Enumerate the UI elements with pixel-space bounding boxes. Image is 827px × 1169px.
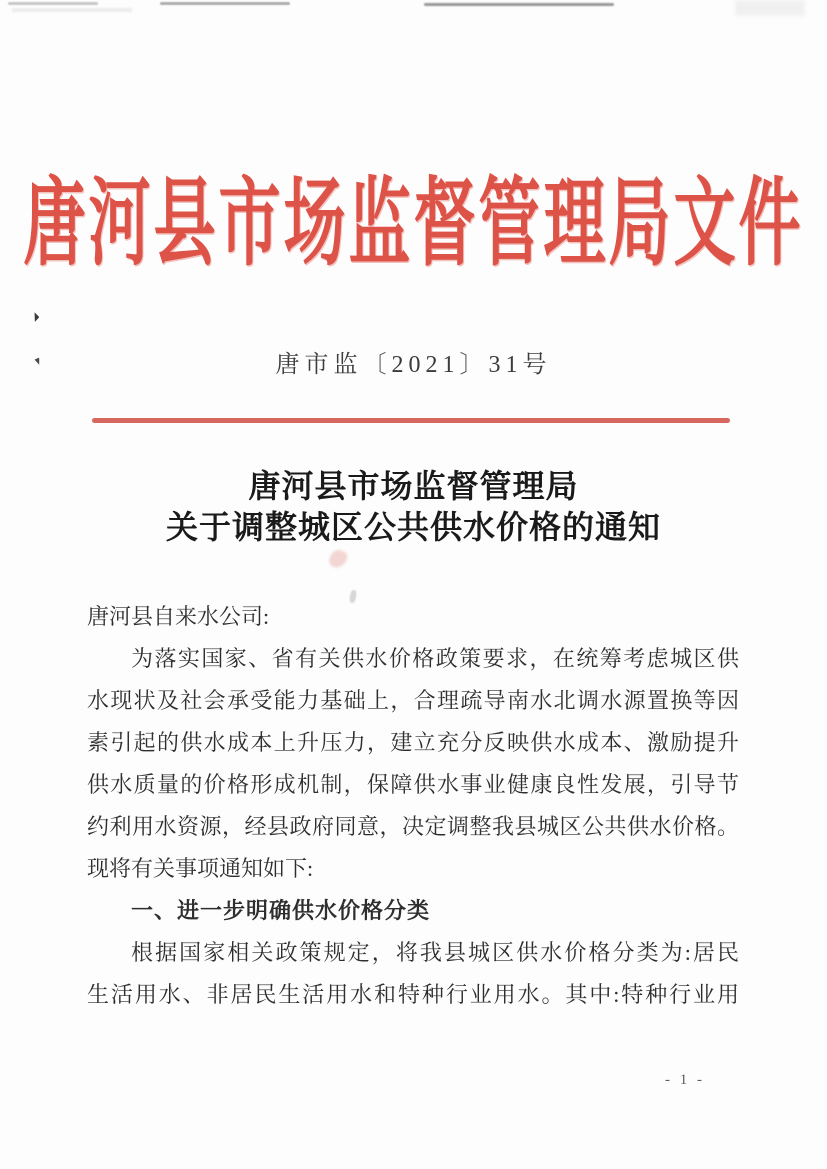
body-line-salutation: 唐河县自来水公司: bbox=[87, 604, 270, 629]
body-line: 生活用水、非居民生活用水和特种行业用水。其中:特种行业用 bbox=[87, 982, 739, 1007]
red-divider-rule bbox=[92, 418, 730, 423]
document-number: 唐市监〔2021〕31号 bbox=[275, 352, 552, 378]
scan-smudge-top bbox=[8, 2, 98, 5]
body-line: 约利用水资源，经县政府同意，决定调整我县城区公共供水价格。 bbox=[87, 814, 739, 839]
scan-smudge-top bbox=[160, 2, 290, 5]
body-line: 根据国家相关政策规定，将我县城区供水价格分类为:居民 bbox=[131, 940, 739, 965]
body-section-heading: 一、进一步明确供水价格分类 bbox=[131, 898, 431, 923]
document-title-line2: 关于调整城区公共供水价格的通知 bbox=[165, 509, 661, 545]
letterhead-banner-text: 唐河县市场监督管理局文件 bbox=[23, 172, 804, 278]
scan-smudge-top bbox=[12, 8, 132, 12]
document-title bbox=[0, 466, 827, 548]
body-line: 为落实国家、省有关供水价格政策要求，在统筹考虑城区供 bbox=[131, 646, 739, 671]
scan-smudge-top bbox=[424, 3, 614, 6]
scan-smudge-under-title bbox=[327, 548, 349, 571]
document-title-line1: 唐河县市场监督管理局 bbox=[248, 468, 579, 504]
body-line: 供水质量的价格形成机制，保障供水事业健康良性发展，引导节 bbox=[87, 772, 739, 797]
body-line: 现将有关事项通知如下: bbox=[87, 856, 314, 881]
document-body bbox=[87, 596, 739, 1016]
scan-smudge-top bbox=[735, 0, 805, 16]
body-line: 水现状及社会承受能力基础上，合理疏导南水北调水源置换等因 bbox=[87, 688, 739, 713]
letterhead-banner bbox=[0, 172, 827, 278]
page-number: - 1 - bbox=[665, 1072, 705, 1088]
body-line: 素引起的供水成本上升压力，建立充分反映供水成本、激励提升 bbox=[87, 730, 739, 755]
scan-speck-left bbox=[32, 312, 40, 322]
